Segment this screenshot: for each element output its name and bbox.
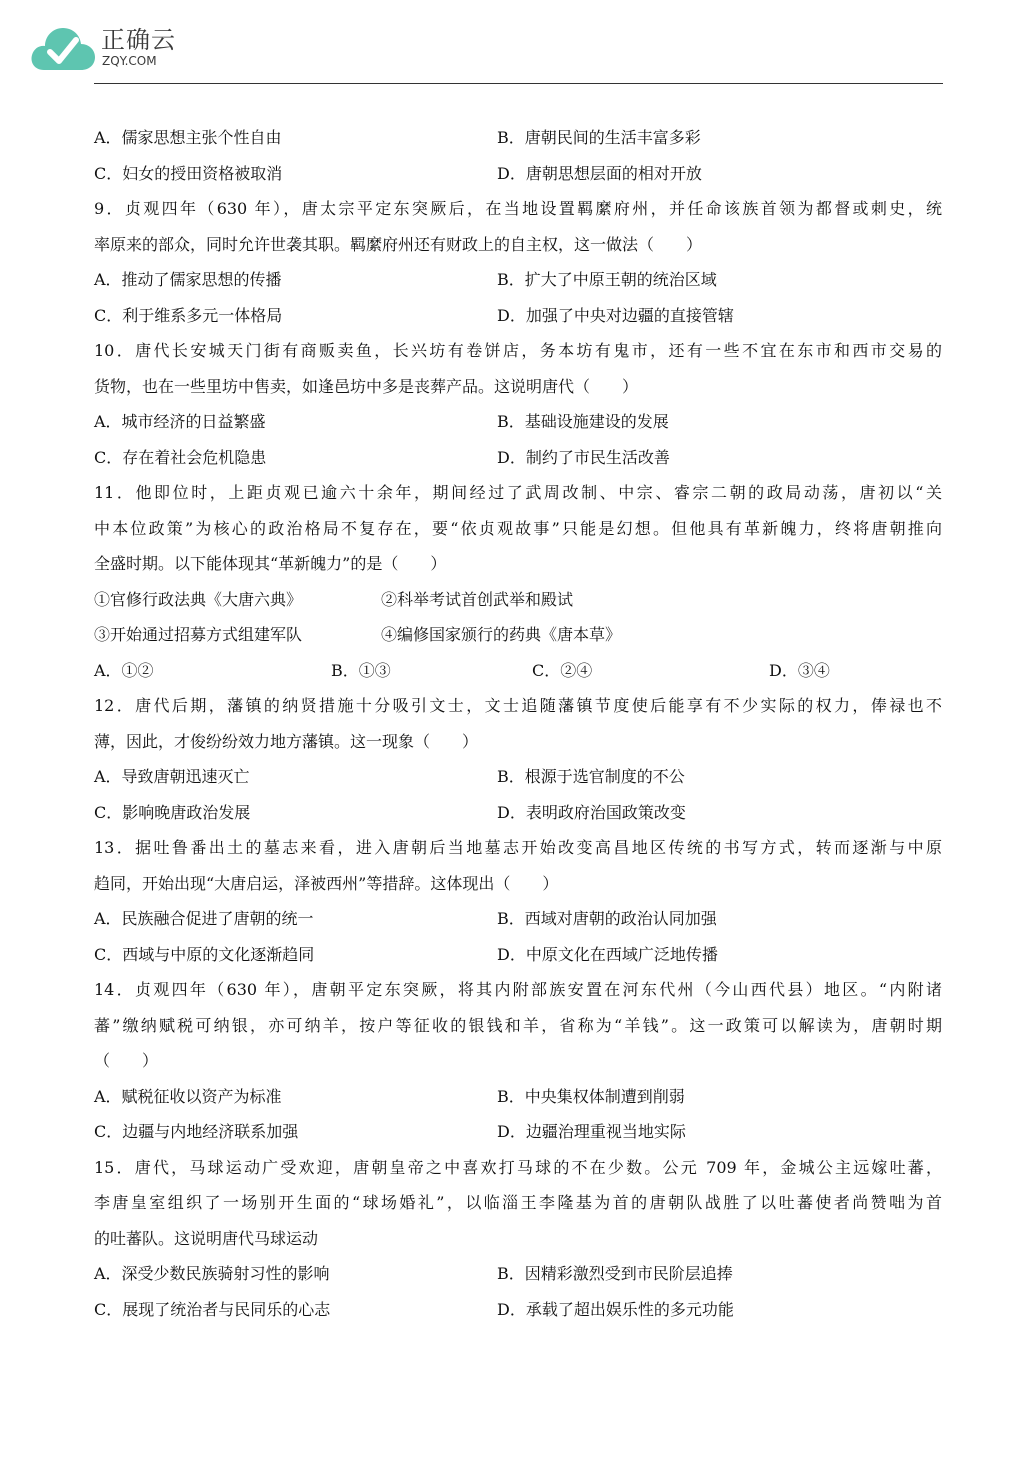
q10-option-b: B．基础设施建设的发展: [497, 412, 669, 431]
q10-option-d: D．制约了市民生活改善: [497, 447, 670, 467]
q12-option-a: A．导致唐朝迅速灭亡: [94, 767, 250, 786]
q11-stem-line: 11．他即位时，上距贞观已逾六十余年，期间经过了武周改制、中宗、睿宗二朝的政局动荡，唐初以“关: [94, 483, 942, 502]
q11-option-b: B．①③: [331, 660, 391, 680]
option-row: [94, 1292, 942, 1328]
q8-option-a: A．儒家思想主张个性自由: [94, 128, 282, 147]
q12-stem-line: 12．唐代后期，藩镇的纳贤措施十分吸引文士，文士追随藩镇节度使后能享有不少实际的权力，俸禄也不: [94, 696, 942, 715]
q15-option-b: B．因精彩激烈受到市民阶层追捧: [497, 1264, 733, 1283]
q13-option-a: A．民族融合促进了唐朝的统一: [94, 909, 314, 928]
option-row: [94, 1079, 942, 1115]
q10-option-a: A．城市经济的日益繁盛: [94, 412, 266, 431]
q14-stem-line: 14．贞观四年（630 年），唐朝平定东突厥，将其内附部族安置在河东代州（今山西代县）地区。“内附诸: [94, 980, 942, 999]
statement-row: [94, 617, 942, 653]
q11-statement-1: ①官修行政法典《大唐六典》: [94, 589, 303, 609]
option-row: [94, 262, 942, 298]
option-row: [94, 759, 942, 795]
q13-stem-line: 13．据吐鲁番出土的墓志来看，进入唐朝后当地墓志开始改变高昌地区传统的书写方式，转而逐渐与中原: [94, 838, 942, 857]
q11-statement-3: ③开始通过招募方式组建军队: [94, 625, 303, 644]
q14-stem-line: （ ）: [94, 1051, 159, 1070]
q13-option-d: D．中原文化在西域广泛地传播: [497, 944, 718, 964]
option-row: [94, 440, 942, 476]
q14-option-c: C．边疆与内地经济联系加强: [94, 1122, 299, 1141]
question-content: [94, 120, 942, 1327]
q14-option-a: A．赋税征收以资产为标准: [94, 1086, 282, 1106]
q12-option-b: B．根源于选官制度的不公: [497, 767, 685, 786]
q15-stem-line: 的吐蕃队。这说明唐代马球运动: [94, 1228, 319, 1248]
q10-stem-line: 10．唐代长安城天门街有商贩卖鱼，长兴坊有卷饼店，务本坊有鬼市，还有一些不宜在东市和西市交易的: [94, 341, 942, 360]
q9-option-d: D．加强了中央对边疆的直接管辖: [497, 305, 734, 325]
q14-stem-line: 蕃”缴纳赋税可纳银，亦可纳羊，按户等征收的银钱和羊，省称为“羊钱”。这一政策可以解读为，唐朝时期: [94, 1015, 942, 1035]
q10-option-c: C．存在着社会危机隐患: [94, 447, 267, 467]
q11-stem-line: 中本位政策”为核心的政治格局不复存在，要“依贞观故事”只能是幻想。但他具有革新魄力，终将唐朝推向: [94, 518, 942, 538]
q15-option-a: A．深受少数民族骑射习性的影响: [94, 1264, 330, 1283]
q15-option-d: D．承载了超出娱乐性的多元功能: [497, 1299, 734, 1319]
q12-stem-line: 薄，因此，才俊纷纷效力地方藩镇。这一现象（ ）: [94, 731, 479, 751]
q11-option-a: A．①②: [94, 660, 154, 680]
logo-text: 正确云: [101, 26, 176, 54]
q13-option-b: B．西域对唐朝的政治认同加强: [497, 909, 717, 928]
statement-row: [94, 582, 942, 618]
option-row: [94, 937, 942, 973]
logo-domain: ZQY.COM: [102, 54, 157, 68]
q11-option-d: D．③④: [769, 660, 830, 680]
q14-option-d: D．边疆治理重视当地实际: [497, 1122, 686, 1141]
q8-option-c: C．妇女的授田资格被取消: [94, 163, 283, 183]
q11-option-c: C．②④: [532, 660, 593, 680]
option-row: [94, 1114, 942, 1150]
q15-stem-line: 李唐皇室组织了一场别开生面的“球场婚礼”，以临淄王李隆基为首的唐朝队战胜了以吐蕃使者尚赞咄为首: [94, 1193, 942, 1212]
option-row: [94, 653, 942, 689]
q11-statement-4: ④编修国家颁行的药典《唐本草》: [381, 625, 622, 644]
cloud-check-logo-icon: [30, 24, 96, 72]
q8-option-b: B．唐朝民间的生活丰富多彩: [497, 128, 701, 147]
q13-option-c: C．西域与中原的文化逐渐趋同: [94, 944, 315, 964]
q13-stem-line: 趋同，开始出现“大唐启运，泽被西州”等措辞。这体现出（ ）: [94, 873, 559, 893]
q9-option-c: C．利于维系多元一体格局: [94, 305, 283, 325]
q10-stem-line: 货物，也在一些里坊中售卖，如逢邑坊中多是丧葬产品。这说明唐代（ ）: [94, 376, 639, 396]
q11-statement-2: ②科举考试首创武举和殿试: [381, 589, 574, 609]
q11-stem-line: 全盛时期。以下能体现其“革新魄力”的是（ ）: [94, 554, 447, 573]
q12-option-c: C．影响晚唐政治发展: [94, 802, 251, 822]
option-row: [94, 795, 942, 831]
option-row: [94, 298, 942, 334]
option-row: [94, 404, 942, 440]
option-row: [94, 120, 942, 156]
q15-stem-line: 15．唐代，马球运动广受欢迎，唐朝皇帝之中喜欢打马球的不在少数。公元 709 年，金城公主远嫁吐蕃，: [94, 1157, 942, 1177]
option-row: [94, 901, 942, 937]
q12-option-d: D．表明政府治国政策改变: [497, 802, 686, 822]
option-row: [94, 156, 942, 192]
page-header: [0, 0, 1034, 90]
q9-stem-line: 9．贞观四年（630 年），唐太宗平定东突厥后，在当地设置羁縻府州，并任命该族首领为都督或刺史，统: [94, 199, 942, 218]
q8-option-d: D．唐朝思想层面的相对开放: [497, 163, 702, 183]
q9-option-a: A．推动了儒家思想的传播: [94, 270, 282, 289]
header-divider: [94, 83, 943, 84]
q9-stem-line: 率原来的部众，同时允许世袭其职。羁縻府州还有财政上的自主权，这一做法（ ）: [94, 234, 703, 254]
q9-option-b: B．扩大了中原王朝的统治区域: [497, 270, 717, 289]
q15-option-c: C．展现了统治者与民同乐的心志: [94, 1299, 331, 1319]
q14-option-b: B．中央集权体制遭到削弱: [497, 1086, 685, 1106]
option-row: [94, 1256, 942, 1292]
